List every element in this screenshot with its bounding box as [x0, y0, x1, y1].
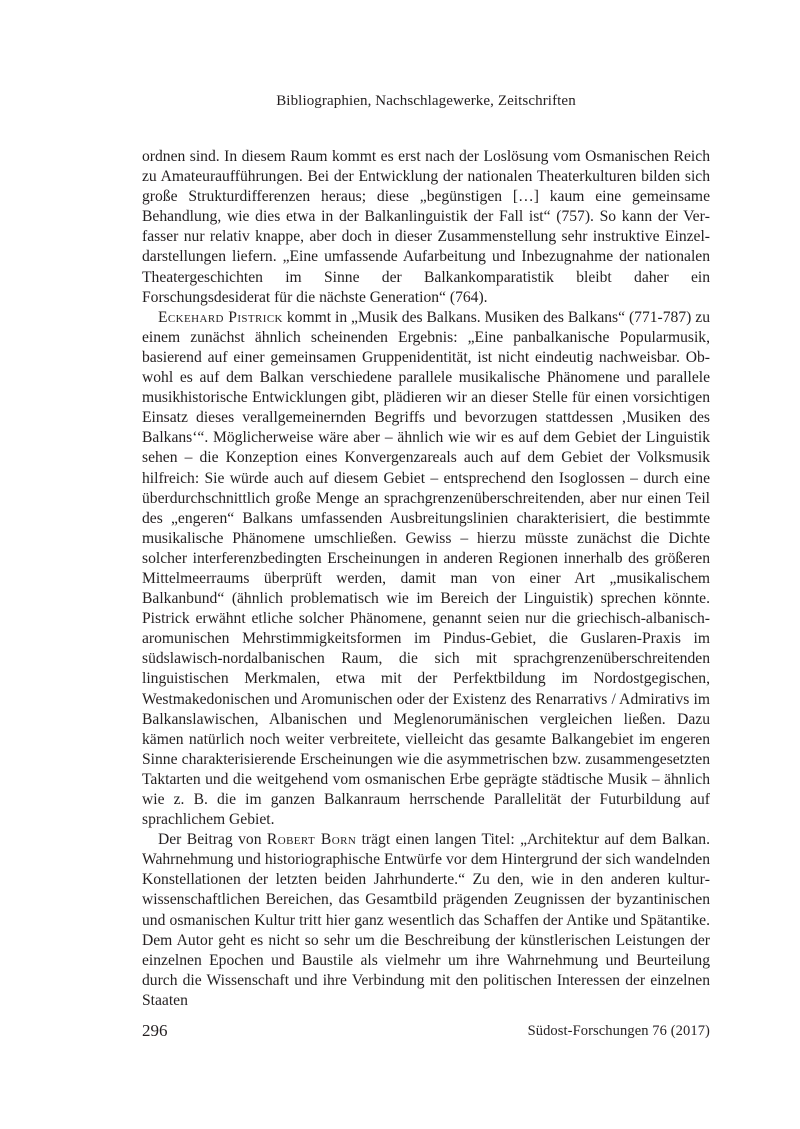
page-number: 296	[142, 1021, 168, 1040]
journal-citation: Südost-Forschungen 76 (2017)	[527, 1023, 710, 1039]
paragraph-2	[142, 308, 710, 830]
paragraph-2-text: kommt in „Musik des Balkans. Musiken des Balkans“ (771-787) zu einem zunächst ähnlich scheinenden Ergebnis: „Eine panbalkanische Popularmusik, basierend auf einer gemeinsamen Gruppenidentität, ist nicht eindeutig nachweisbar. Obwohl es auf dem Balkan verschiedene parallele musikalische Phänomene und parallele musikhistorische Entwicklungen gibt, plädieren wir an dieser Stelle für einen vorsichtigen Einsatz dieses verallgemeinernden Begriffs und bevorzugen stattdessen ‚Musiken des Balkans‘“. Möglicherweise wäre aber – ähnlich wie wir es auf dem Gebiet der Linguistik sehen – die Konzeption eines Konvergenzareals auch auf dem Gebiet der Volksmusik hilfreich: Sie würde auch auf diesem Gebiet – entsprechend den Isoglossen – durch eine überdurchschnittlich große Menge an sprachgrenzenüberschreitenden, aber nur einen Teil des „engeren“ Balkans umfassenden Ausbreitungslinien charakterisiert, die bestimmte musikalische Phänomene umschließen. Gewiss – hierzu müsste zunächst die Dichte solcher interferenzbedingten Erscheinungen in anderen Regionen innerhalb des größeren Mittelmeerraums überprüft werden, damit man von einer Art „musikalischem Balkanbund“ (ähnlich problematisch wie im Bereich der Linguistik) sprechen könnte. Pistrick erwähnt etliche solcher Phänomene, genannt seien nur die griechisch-albanisch-aromunischen Mehrstimmigkeitsformen im Pindus-Gebiet, die Guslaren-Praxis im südslawisch-nordalbanischen Raum, die sich mit sprachgrenzenüberschreitenden linguistischen Merkmalen, etwa mit der Perfektbildung im Nordostgegischen, Westmakedonischen und Aromunischen oder der Existenz des Renarrativs / Admirativs im Balkanslawischen, Albanischen und Meglenorumänischen vergleichen ließen. Dazu kämen natürlich noch weiter verbreitete, vielleicht das gesamte Balkangebiet im engeren Sinne charakterisierende Erscheinungen wie die asymmetrischen bzw. zusammengesetzten Taktarten und die weitgehend vom osmanischen Erbe geprägte städtische Musik – ähnlich wie z. B. die im ganzen Balkanraum herrschende Parallelität der Futurbildung auf sprachlichem Gebiet.	[142, 308, 710, 829]
author-name-born: Robert Born	[266, 831, 357, 849]
paragraph-3-text: trägt einen langen Titel: „Architektur auf dem Balkan. Wahrnehmung und historiographische Entwürfe vor dem Hintergrund der sich wandelnden Konstellationen der letzten beiden Jahrhunderte.“ Zu den, wie in den anderen kulturwissenschaftlichen Bereichen, das Gesamtbild prägenden Zeugnissen der byzantinischen und osmanischen Kultur tritt hier ganz wesentlich das Schaffen der Antike und Spätantike. Dem Autor geht es nicht so sehr um die Beschreibung der künstlerischen Leistungen der einzelnen Epochen und Baustile als vielmehr um ihre Wahrnehmung und Beurteilung durch die Wissenschaft und ihre Verbindung mit den politischen Interessen der einzelnen Staaten	[142, 831, 710, 1009]
body-text	[142, 147, 710, 1011]
running-head: Bibliographien, Nachschlagewerke, Zeitschriften	[276, 93, 576, 109]
paragraph-3-intro: Der Beitrag von	[158, 831, 267, 849]
paragraph-1: ordnen sind. In diesem Raum kommt es erst nach der Loslösung vom Osmanischen Reich zu Amateuraufführungen. Bei der Entwicklung der nationalen Theaterkulturen bilden sich große Strukturdifferenzen heraus; diese „begünstigen […] kaum eine gemeinsame Behandlung, wie dies etwa in der Balkanlinguistik der Fall ist“ (757). So kann der Verfasser nur relativ knappe, aber doch in dieser Zusammenstellung sehr instruktive Einzeldarstellungen liefern. „Eine umfassende Aufarbeitung und Inbezugnahme der nationalen Theatergeschichten im Sinne der Balkankomparatistik bleibt daher ein Forschungsdesiderat für die nächste Generation“ (764).	[142, 148, 710, 306]
paragraph-3	[142, 830, 710, 1011]
author-name-pistrick: Eckehard Pistrick	[158, 308, 283, 326]
